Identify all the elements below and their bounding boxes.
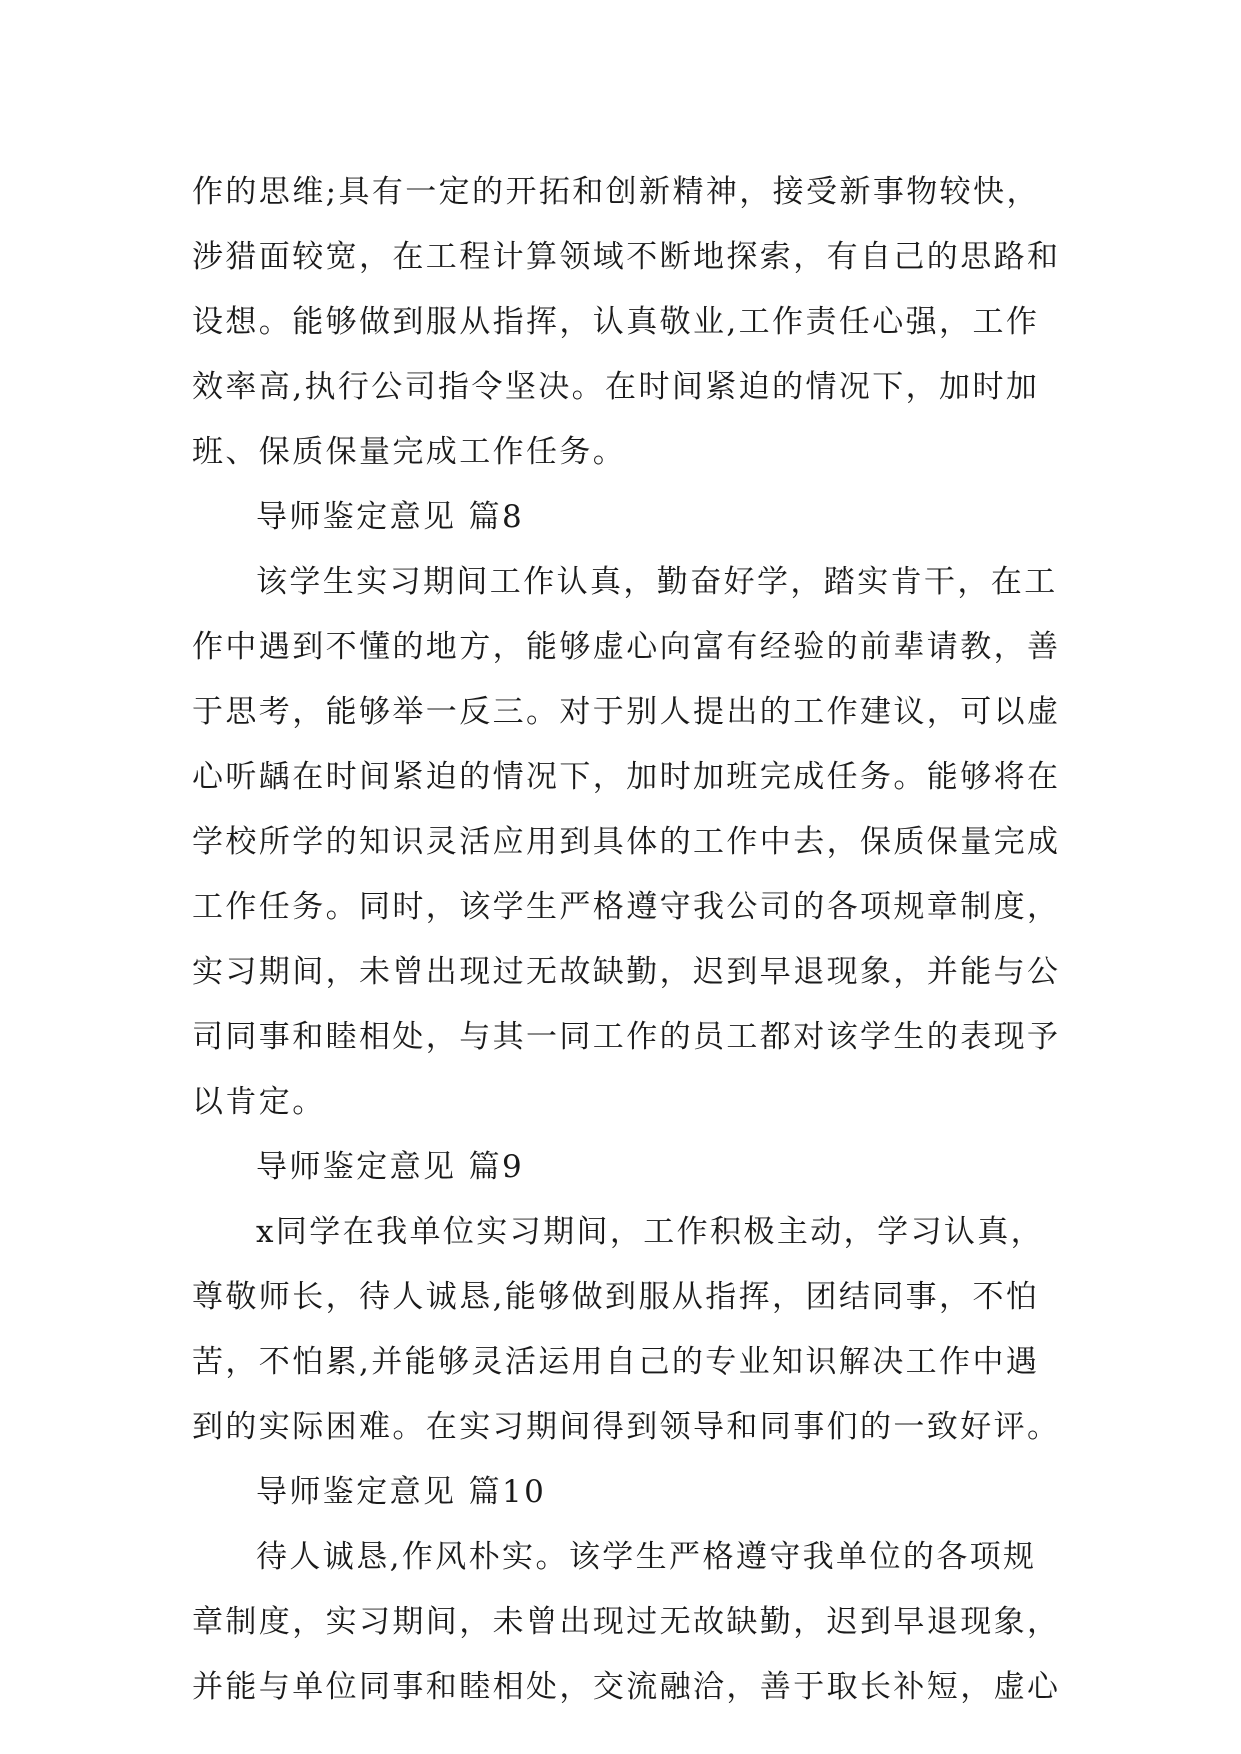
paragraph-line: 实习期间，未曾出现过无故缺勤，迟到早退现象，并能与公 — [192, 954, 1061, 990]
paragraph-line: 效率高,执行公司指令坚决。在时间紧迫的情况下，加时加 — [192, 369, 1040, 405]
paragraph-line: 到的实际困难。在实习期间得到领导和同事们的一致好评。 — [192, 1409, 1061, 1445]
paragraph-line: 尊敬师长，待人诚恳,能够做到服从指挥，团结同事，不怕 — [192, 1279, 1040, 1315]
section-heading: 导师鉴定意见 篇9 — [256, 1149, 525, 1185]
paragraph-line: 于思考，能够举一反三。对于别人提出的工作建议，可以虚 — [192, 694, 1061, 730]
paragraph-line: 作中遇到不懂的地方，能够虚心向富有经验的前辈请教，善 — [192, 629, 1061, 665]
paragraph-line: 工作任务。同时，该学生严格遵守我公司的各项规章制度， — [192, 889, 1061, 925]
paragraph-line: 作的思维;具有一定的开拓和创新精神，接受新事物较快， — [192, 174, 1040, 210]
paragraph-line: 班、保质保量完成工作任务。 — [192, 434, 627, 470]
section-heading: 导师鉴定意见 篇10 — [256, 1474, 547, 1510]
paragraph-line: 并能与单位同事和睦相处，交流融洽，善于取长补短，虚心 — [192, 1669, 1061, 1705]
document-body — [192, 160, 1062, 1720]
paragraph-line: 设想。能够做到服从指挥，认真敬业,工作责任心强，工作 — [192, 304, 1040, 340]
paragraph-line: 学校所学的知识灵活应用到具体的工作中去，保质保量完成 — [192, 824, 1061, 860]
paragraph-line: 苦，不怕累,并能够灵活运用自己的专业知识解决工作中遇 — [192, 1344, 1040, 1380]
paragraph-line: x同学在我单位实习期间，工作积极主动，学习认真， — [256, 1214, 1045, 1250]
paragraph-line: 待人诚恳,作风朴实。该学生严格遵守我单位的各项规 — [256, 1539, 1037, 1575]
paragraph-line: 司同事和睦相处，与其一同工作的员工都对该学生的表现予 — [192, 1019, 1061, 1055]
paragraph-line: 涉猎面较宽，在工程计算领域不断地探索，有自己的思路和 — [192, 239, 1061, 275]
section-heading: 导师鉴定意见 篇8 — [256, 499, 525, 535]
paragraph-line: 以肯定。 — [192, 1084, 326, 1120]
paragraph-line: 章制度，实习期间，未曾出现过无故缺勤，迟到早退现象， — [192, 1604, 1061, 1640]
paragraph-line: 心听龋在时间紧迫的情况下，加时加班完成任务。能够将在 — [192, 759, 1061, 795]
paragraph-line: 该学生实习期间工作认真，勤奋好学，踏实肯干，在工 — [256, 564, 1058, 600]
